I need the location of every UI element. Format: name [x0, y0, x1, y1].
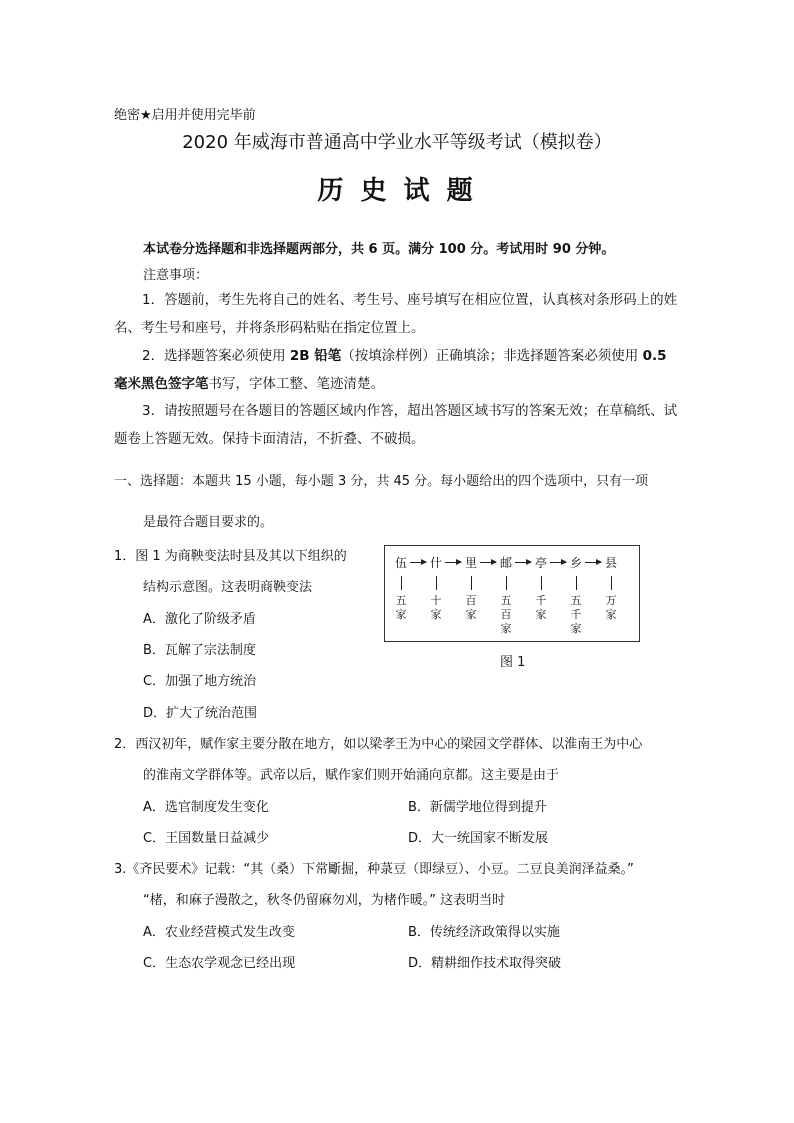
- node-ting: 亭: [535, 556, 548, 570]
- secret-label: 绝密★启用并使用完毕前: [114, 108, 256, 123]
- notice-item-2: 2．选择题答案必须使用 2B 铅笔（按填涂样例）正确填涂；非选择题答案必须使用 0.5 毫米黑色签字笔书写，字体工整、笔迹清楚。: [114, 348, 667, 392]
- figure-1-caption: 图 1: [500, 655, 526, 670]
- household-ting: 千 家: [535, 594, 547, 621]
- household-wu: 五 家: [395, 594, 407, 621]
- household-you: 五 百 家: [500, 594, 512, 635]
- household-shi: 十 家: [430, 594, 442, 621]
- q3-option-c: C．生态农学观念已经出现: [143, 956, 296, 971]
- vline-3: [471, 576, 472, 590]
- arrow-5: [550, 562, 566, 563]
- exam-title: 2020 年威海市普通高中学业水平等级考试（模拟卷）: [182, 132, 612, 153]
- household-li: 百 家: [465, 594, 477, 621]
- node-xian: 县: [605, 556, 618, 570]
- q2-option-a: A．选官制度发生变化: [143, 800, 269, 815]
- vline-1: [401, 576, 402, 590]
- arrow-6: [585, 562, 601, 563]
- node-wu: 伍: [395, 556, 408, 570]
- node-xiang: 乡: [570, 556, 583, 570]
- vline-6: [576, 576, 577, 590]
- vline-5: [541, 576, 542, 590]
- arrow-1: [410, 562, 426, 563]
- section-title-line2: 是最符合题目要求的。: [143, 515, 274, 530]
- vline-4: [506, 576, 507, 590]
- node-li: 里: [465, 556, 478, 570]
- q1-stem-line1: 1．图 1 为商鞅变法时县及其以下组织的: [114, 549, 347, 564]
- q3-stem-line2: “楮，和麻子漫散之，秋冬仍留麻勿刈，为楮作暖。” 这表明当时: [143, 893, 506, 908]
- q2-option-b: B．新儒学地位得到提升: [408, 800, 547, 815]
- q2-option-c: C．王国数量日益减少: [143, 831, 270, 846]
- arrow-2: [445, 562, 461, 563]
- q3-stem-line1: 3.《齐民要术》记载：“其（桑）下常斸掘，种菉豆（即绿豆）、小豆。二豆良美润泽益桑。”: [114, 862, 634, 877]
- q2-stem-line1: 2．西汉初年，赋作家主要分散在地方，如以梁孝王为中心的梁园文学群体、以淮南王为中心: [114, 737, 643, 752]
- figure-1-diagram: [384, 545, 640, 642]
- section-title-line1: 一、选择题：本题共 15 小题，每小题 3 分，共 45 分。每小题给出的四个选项中，只有一项: [114, 474, 649, 489]
- q1-stem-line2: 结构示意图。这表明商鞅变法: [143, 580, 313, 595]
- subject-title: 历 史 试 题: [317, 176, 477, 206]
- notice-item-3: 3．请按照题号在各题目的答题区域内作答，超出答题区域书写的答案无效；在草稿纸、试题卷上答题无效。保持卡面清洁，不折叠、不破损。: [114, 403, 678, 447]
- arrow-3: [480, 562, 496, 563]
- notice-item-1: 1．答题前，考生先将自己的姓名、考生号、座号填写在相应位置，认真核对条形码上的姓名、考生号和座号，并将条形码粘贴在指定位置上。: [114, 292, 678, 336]
- node-shi: 什: [430, 556, 443, 570]
- q3-option-b: B．传统经济政策得以实施: [408, 925, 560, 940]
- household-xiang: 五 千 家: [570, 594, 582, 635]
- exam-intro: 本试卷分选择题和非选择题两部分，共 6 页。满分 100 分。考试用时 90 分钟。: [143, 242, 615, 257]
- q1-option-b: B．瓦解了宗法制度: [143, 643, 256, 658]
- household-xian: 万 家: [605, 594, 617, 621]
- q3-option-d: D．精耕细作技术取得突破: [408, 956, 562, 971]
- vline-2: [436, 576, 437, 590]
- q3-option-a: A．农业经营模式发生改变: [143, 925, 295, 940]
- notice-label: 注意事项：: [143, 268, 209, 283]
- q1-option-d: D．扩大了统治范围: [143, 706, 258, 721]
- arrow-4: [515, 562, 531, 563]
- vline-7: [611, 576, 612, 590]
- q2-option-d: D．大一统国家不断发展: [408, 831, 549, 846]
- node-you: 邮: [500, 556, 513, 570]
- q1-option-a: A．激化了阶级矛盾: [143, 612, 256, 627]
- q2-stem-line2: 的淮南文学群体等。武帝以后，赋作家们则开始涌向京都。这主要是由于: [143, 768, 560, 783]
- q1-option-c: C．加强了地方统治: [143, 674, 257, 689]
